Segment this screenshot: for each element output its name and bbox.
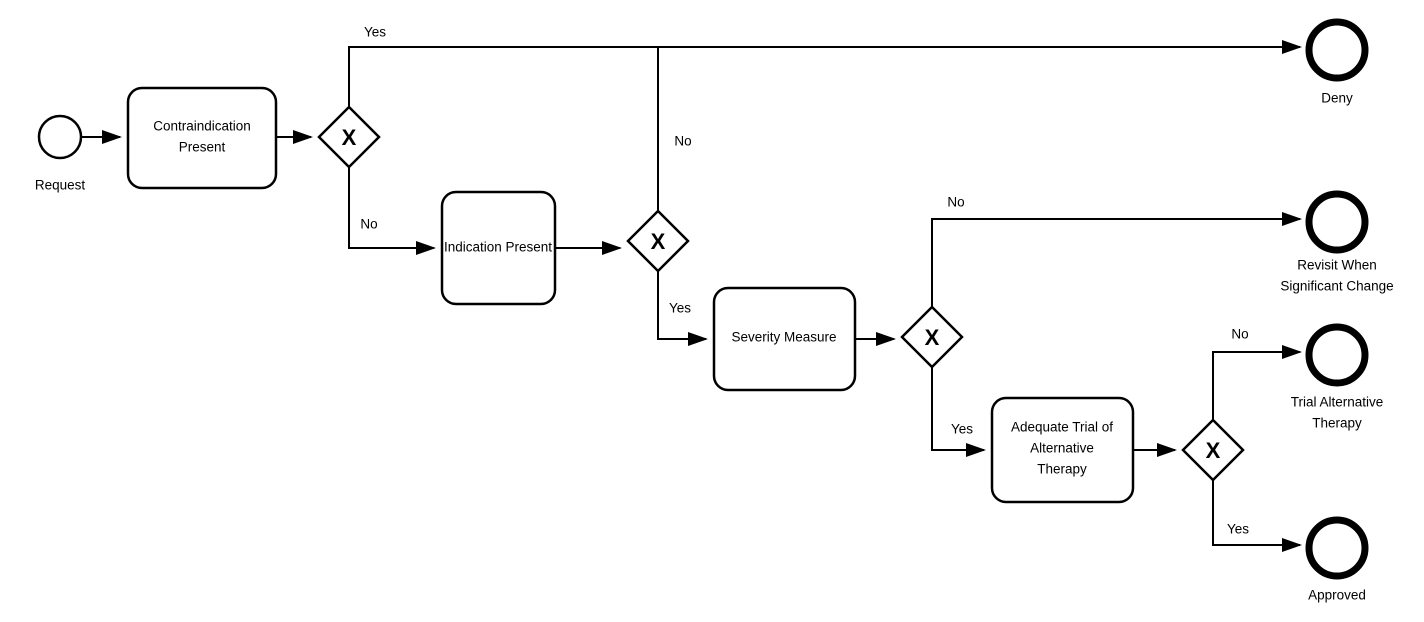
task-contraindication-label-line1: Contraindication [153,118,251,134]
task-contraindication-label-line2: Present [178,139,226,155]
task-contraindication-box [128,88,276,188]
gateway-contraindication[interactable] [319,107,379,167]
end-event-revisit[interactable] [1280,194,1393,294]
task-alternative-therapy-label-line3: Therapy [1037,461,1087,477]
task-contraindication[interactable] [128,88,276,188]
end-event-revisit-label-line2: Significant Change [1280,278,1394,294]
task-indication-label: Indication Present [443,239,553,255]
flow-label-no-alternative: No [1231,326,1249,342]
flow-gw4-no-to-trial-alt [1213,352,1300,420]
gateway-3-x-icon: X [924,324,940,350]
gateway-1-x-icon: X [341,124,357,150]
start-event-label: Request [34,177,86,193]
end-event-deny-circle [1309,22,1365,78]
gateway-alternative-therapy[interactable] [1183,420,1243,480]
flow-label-no-severity: No [947,194,965,210]
task-severity-label: Severity Measure [731,329,837,345]
flow-label-yes-indication: Yes [668,300,692,316]
end-event-approved[interactable] [1308,520,1366,603]
flow-gw1-no-to-indication [349,167,434,248]
end-event-trial-alternative[interactable] [1291,327,1384,431]
task-alternative-therapy[interactable] [992,398,1133,502]
end-event-deny[interactable] [1309,22,1365,106]
task-alternative-therapy-label-line1: Adequate Trial of [1010,419,1114,435]
task-alternative-therapy-label-line2: Alternative [1030,440,1094,456]
end-event-approved-label: Approved [1308,587,1366,603]
flow-gw3-yes-to-alternative [932,367,984,450]
end-event-approved-circle [1309,520,1365,576]
end-event-trial-alternative-label-line1: Trial Alternative [1290,394,1384,410]
gateway-2-x-icon: X [650,228,666,254]
flow-label-yes-alternative: Yes [1226,521,1250,537]
gateway-indication[interactable] [628,211,688,271]
start-event-circle [39,116,81,158]
flow-label-no-contraindication: No [360,216,378,232]
flow-gw3-no-to-revisit [932,219,1300,307]
end-event-revisit-circle [1309,194,1365,250]
task-severity[interactable] [714,288,855,390]
flow-label-yes-severity: Yes [950,421,974,437]
flow-label-no-indication: No [674,133,692,149]
end-event-trial-alternative-label-line2: Therapy [1312,415,1362,431]
gateway-4-x-icon: X [1205,437,1221,463]
end-event-deny-label: Deny [1321,90,1353,106]
start-event-request[interactable] [35,116,86,193]
end-event-trial-alternative-circle [1309,327,1365,383]
flow-label-yes-contraindication: Yes [363,24,387,40]
gateway-severity[interactable] [902,307,962,367]
end-event-revisit-label-line1: Revisit When [1297,257,1377,273]
flow-gw1-yes-to-deny [349,47,1300,107]
task-indication[interactable] [442,192,555,304]
